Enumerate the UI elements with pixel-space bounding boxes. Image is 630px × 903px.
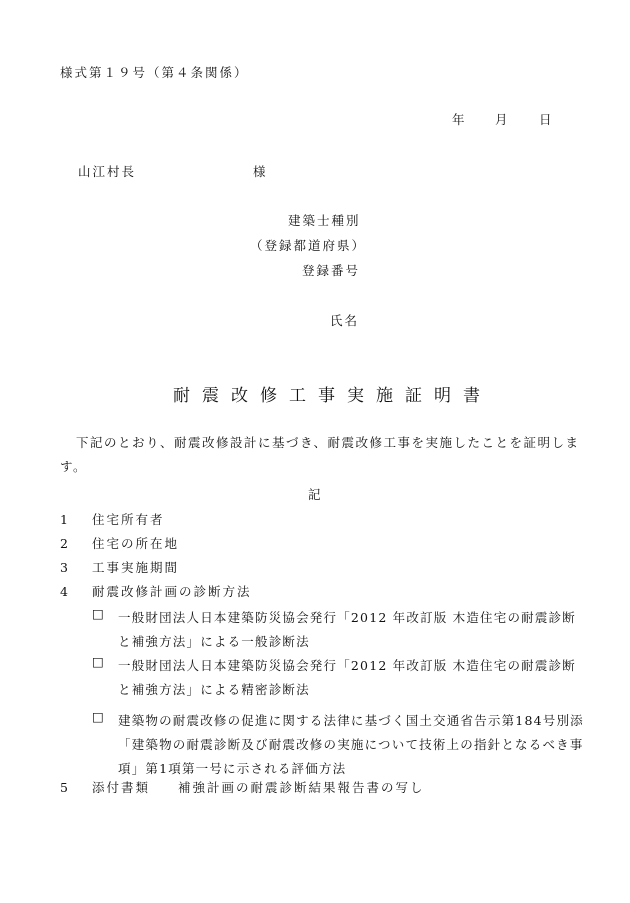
checkbox-icon[interactable]: □	[92, 654, 104, 669]
registration-prefecture-label: （登録都道府県）	[250, 238, 367, 253]
applicant-name-label: 氏名	[330, 313, 360, 328]
item-address	[60, 534, 179, 552]
item-label: 耐震改修計画の診断方法	[92, 584, 252, 599]
item-label: 添付書類	[92, 780, 151, 795]
item-period	[60, 558, 179, 576]
form-number: 様式第１９号（第４条関係）	[60, 65, 249, 80]
option-text: 一般財団法人日本建築防災協会発行「2012 年改訂版 木造住宅の耐震診断と補強方法」による精密診断法	[118, 658, 576, 697]
architect-class-label: 建築士種別	[288, 213, 361, 228]
item-attachments	[60, 778, 425, 796]
date-day: 日	[539, 112, 552, 127]
ki-heading: 記	[308, 487, 321, 502]
attachment-value: 補強計画の耐震診断結果報告書の写し	[178, 780, 425, 795]
intro-paragraph	[60, 431, 588, 479]
item-label: 住宅所有者	[92, 512, 165, 527]
item-number: 1	[60, 512, 70, 527]
addressee-name: 山江村長	[78, 164, 137, 179]
document-title: 耐震改修工事実施証明書	[173, 386, 492, 406]
item-number: 3	[60, 560, 70, 575]
checkbox-icon[interactable]: □	[92, 709, 104, 724]
intro-text: 下記のとおり、耐震改修設計に基づき、耐震改修工事を実施したことを証明します。	[60, 435, 580, 474]
item-label: 住宅の所在地	[92, 536, 180, 551]
item-owner	[60, 510, 165, 528]
date-year: 年	[452, 112, 465, 127]
item-number: 5	[60, 780, 70, 795]
addressee-honorific: 様	[253, 164, 266, 179]
date-month: 月	[495, 112, 508, 127]
item-diagnosis-method	[60, 582, 252, 600]
item-number: 4	[60, 584, 70, 599]
item-label: 工事実施期間	[92, 560, 180, 575]
option-text: 建築物の耐震改修の促進に関する法律に基づく国土交通省告示第184号別添「建築物の耐震診断及び耐震改修の実施について技術上の指針となるべき事項」第1項第一号に示される評価方法	[118, 713, 584, 776]
checkbox-icon[interactable]: □	[92, 606, 104, 621]
option-text: 一般財団法人日本建築防災協会発行「2012 年改訂版 木造住宅の耐震診断と補強方法」による一般診断法	[118, 610, 576, 649]
registration-number-label: 登録番号	[302, 263, 361, 278]
item-number: 2	[60, 536, 70, 551]
